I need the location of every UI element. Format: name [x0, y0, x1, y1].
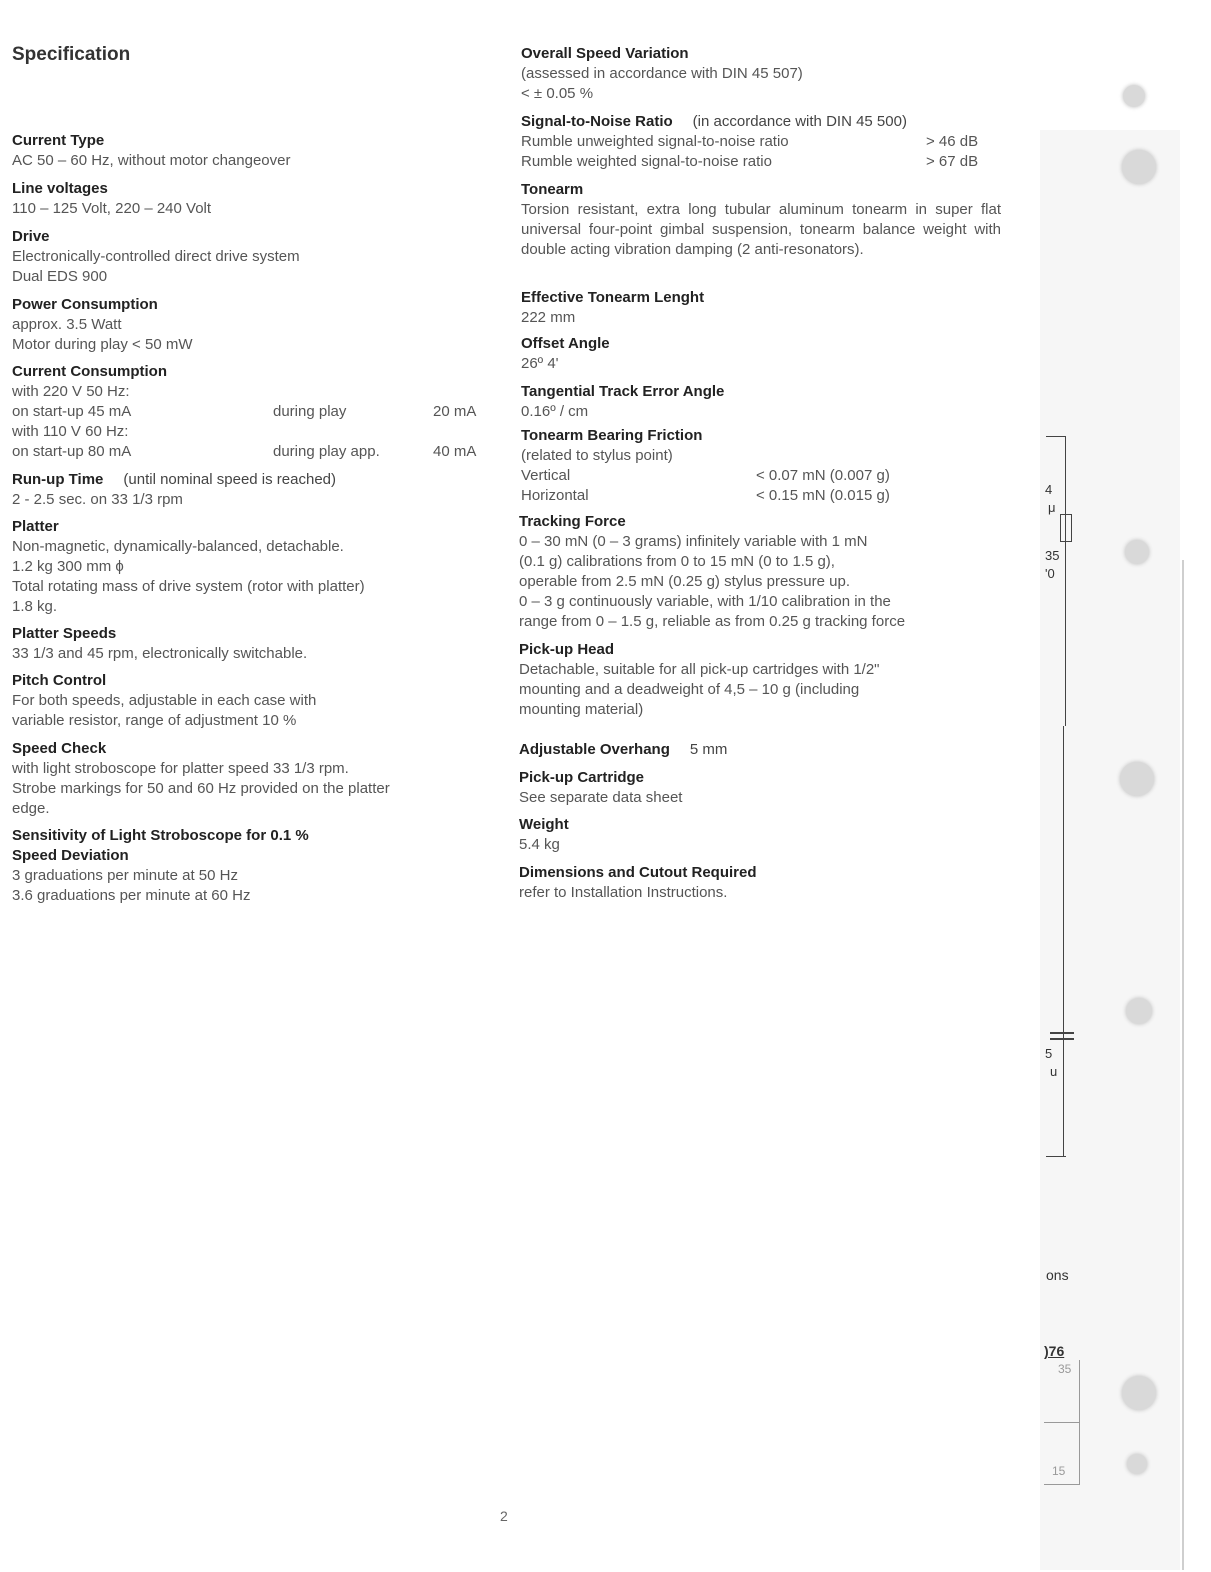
- line-voltages-text: 110 – 125 Volt, 220 – 240 Volt: [12, 200, 212, 217]
- run-up-time-text: 2 - 2.5 sec. on 33 1/3 rpm: [12, 491, 183, 508]
- power-consumption-text-1: approx. 3.5 Watt: [12, 316, 122, 333]
- snr-row-2: [521, 152, 1001, 172]
- tonearm-text: Torsion resistant, extra long tubular aluminum tonearm in super flat universal four-point gimbal suspension, tonearm balance weight with double acting vibration damping (2 anti-resonators).: [521, 201, 1001, 258]
- adjustable-overhang-title: Adjustable Overhang: [519, 741, 670, 758]
- schematic-line-bottom: [1063, 726, 1064, 1156]
- power-consumption-section: [12, 295, 492, 355]
- speed-check-text-1: with light stroboscope for platter speed 33 1/3 rpm.: [12, 760, 349, 777]
- platter-heading: Platter: [12, 518, 59, 535]
- during-play-value-110: 40 mA: [433, 443, 477, 460]
- pitch-control-text-1: For both speeds, adjustable in each case with: [12, 692, 317, 709]
- offset-angle-text: 26º 4': [521, 355, 559, 372]
- schematic-tick-2: [1046, 1156, 1066, 1157]
- bearing-friction-heading: Tonearm Bearing Friction: [521, 427, 703, 444]
- overall-speed-variation-text-2: < ± 0.05 %: [521, 85, 594, 102]
- binder-hole-icon: [1122, 150, 1156, 184]
- edge-box-line: [1044, 1484, 1080, 1485]
- tracking-force-heading: Tracking Force: [519, 513, 626, 530]
- platter-text-3: Total rotating mass of drive system (rotor with platter): [12, 578, 365, 595]
- pickup-head-text-2: mounting and a deadweight of 4,5 – 10 g (including: [519, 681, 860, 698]
- bearing-friction-text-1: (related to stylus point): [521, 447, 673, 464]
- current-consumption-row-1: [12, 402, 492, 422]
- platter-speeds-heading: Platter Speeds: [12, 625, 117, 642]
- run-up-time-section: [12, 470, 492, 510]
- edge-fragment: 35: [1045, 548, 1060, 563]
- speed-check-heading: Speed Check: [12, 740, 107, 757]
- page-number: 2: [500, 1508, 508, 1524]
- pickup-head-text-3: mounting material): [519, 701, 644, 718]
- current-consumption-text-1: with 220 V 50 Hz:: [12, 383, 130, 400]
- pitch-control-text-2: variable resistor, range of adjustment 10 %: [12, 712, 297, 729]
- drive-text-1: Electronically-controlled direct drive system: [12, 248, 300, 265]
- binder-hole-icon: [1123, 85, 1145, 107]
- platter-text-2: 1.2 kg 300 mm ϕ: [12, 558, 124, 575]
- during-play-label-220: during play: [273, 403, 347, 420]
- edge-fragment: u: [1050, 1064, 1058, 1079]
- tangential-section: [521, 382, 1001, 422]
- sensitivity-text-2: 3.6 graduations per minute at 60 Hz: [12, 887, 251, 904]
- pickup-cartridge-section: [519, 768, 999, 808]
- sensitivity-section: [12, 826, 492, 906]
- edge-fragment: 4: [1045, 482, 1053, 497]
- pickup-cartridge-heading: Pick-up Cartridge: [519, 769, 645, 786]
- pickup-head-heading: Pick-up Head: [519, 641, 615, 658]
- platter-speeds-text: 33 1/3 and 45 rpm, electronically switchable.: [12, 645, 308, 662]
- binder-hole-icon: [1125, 540, 1149, 564]
- overall-speed-variation-text-1: (assessed in accordance with DIN 45 507): [521, 65, 803, 82]
- binder-hole-icon: [1122, 1376, 1156, 1410]
- current-type-heading: Current Type: [12, 132, 105, 149]
- bearing-friction-section: [521, 426, 1001, 506]
- overall-speed-variation-section: [521, 44, 1001, 104]
- startup-current-110: on start-up 80 mA: [12, 443, 132, 460]
- snr-section: [521, 112, 1001, 172]
- dimensions-heading: Dimensions and Cutout Required: [519, 864, 757, 881]
- startup-current-220: on start-up 45 mA: [12, 403, 132, 420]
- overall-speed-variation-heading: Overall Speed Variation: [521, 45, 689, 62]
- during-play-label-110: during play app.: [273, 443, 380, 460]
- snr-note: (in accordance with DIN 45 500): [692, 113, 907, 130]
- current-consumption-row-2: [12, 442, 492, 462]
- tonearm-section: [521, 180, 1001, 260]
- sensitivity-text-1: 3 graduations per minute at 50 Hz: [12, 867, 238, 884]
- platter-text-4: 1.8 kg.: [12, 598, 58, 615]
- edge-box-line: [1079, 1360, 1080, 1484]
- drive-heading: Drive: [12, 228, 50, 245]
- edge-fragment: 15: [1052, 1464, 1066, 1478]
- page-title: Specification: [12, 44, 131, 65]
- power-consumption-heading: Power Consumption: [12, 296, 158, 313]
- schematic-capacitor-2: [1050, 1038, 1074, 1040]
- effective-tonearm-length-heading: Effective Tonearm Lenght: [521, 289, 705, 306]
- snr-unweighted-label: Rumble unweighted signal-to-noise ratio: [521, 133, 789, 150]
- effective-tonearm-length-text: 222 mm: [521, 309, 576, 326]
- edge-box-line: [1044, 1422, 1080, 1423]
- current-consumption-heading: Current Consumption: [12, 363, 167, 380]
- tracking-force-text-5: range from 0 – 1.5 g, reliable as from 0.25 g tracking force: [519, 613, 906, 630]
- binder-hole-icon: [1126, 998, 1152, 1024]
- current-type-text: AC 50 – 60 Hz, without motor changeover: [12, 152, 291, 169]
- speed-check-text-2: Strobe markings for 50 and 60 Hz provided on the platter: [12, 780, 390, 797]
- platter-text-1: Non-magnetic, dynamically-balanced, detachable.: [12, 538, 344, 555]
- tangential-text: 0.16º / cm: [521, 403, 589, 420]
- tonearm-heading: Tonearm: [521, 181, 584, 198]
- speed-check-text-3: edge.: [12, 800, 50, 817]
- schematic-resistor: [1060, 514, 1072, 542]
- tangential-heading: Tangential Track Error Angle: [521, 383, 725, 400]
- current-type-section: [12, 131, 492, 171]
- adjustable-overhang-value: 5 mm: [689, 741, 728, 758]
- weight-text: 5.4 kg: [519, 836, 560, 853]
- bearing-friction-row-horizontal: [521, 486, 1001, 506]
- run-up-time-title: Run-up Time: [12, 471, 104, 488]
- run-up-time-heading: [12, 470, 492, 490]
- tracking-force-text-2: (0.1 g) calibrations from 0 to 15 mN (0 to 1.5 g),: [519, 553, 835, 570]
- pitch-control-heading: Pitch Control: [12, 672, 107, 689]
- schematic-line-top: [1065, 436, 1066, 726]
- power-consumption-text-2: Motor during play < 50 mW: [12, 336, 193, 353]
- run-up-time-note: (until nominal speed is reached): [123, 471, 337, 488]
- dimensions-section: [519, 863, 999, 903]
- page-right-edge-line: [1182, 560, 1184, 1570]
- schematic-capacitor-1: [1050, 1032, 1074, 1034]
- current-consumption-text-3: with 110 V 60 Hz:: [12, 423, 129, 440]
- tracking-force-text-4: 0 – 3 g continuously variable, with 1/10 calibration in the: [519, 593, 891, 610]
- platter-section: [12, 517, 492, 617]
- horizontal-label: Horizontal: [521, 487, 589, 504]
- weight-section: [519, 815, 999, 855]
- horizontal-value: < 0.15 mN (0.015 g): [756, 487, 890, 504]
- adjustable-overhang-section: [519, 740, 999, 760]
- line-voltages-section: [12, 179, 492, 219]
- tracking-force-text-1: 0 – 30 mN (0 – 3 grams) infinitely variable with 1 mN: [519, 533, 868, 550]
- vertical-value: < 0.07 mN (0.007 g): [756, 467, 890, 484]
- pickup-head-section: [519, 640, 999, 720]
- snr-title: Signal-to-Noise Ratio: [521, 113, 673, 130]
- edge-fragment: 5: [1045, 1046, 1053, 1061]
- edge-fragment: ons: [1046, 1267, 1069, 1283]
- weight-heading: Weight: [519, 816, 569, 833]
- speed-check-section: [12, 739, 492, 819]
- snr-row-1: [521, 132, 1001, 152]
- pitch-control-section: [12, 671, 492, 731]
- edge-fragment: '0: [1045, 566, 1055, 581]
- tracking-force-section: [519, 512, 999, 632]
- pickup-cartridge-text: See separate data sheet: [519, 789, 683, 806]
- vertical-label: Vertical: [521, 467, 571, 484]
- pickup-head-text-1: Detachable, suitable for all pick-up cartridges with 1/2": [519, 661, 880, 678]
- edge-fragment: 35: [1058, 1362, 1072, 1376]
- dimensions-text: refer to Installation Instructions.: [519, 884, 728, 901]
- snr-heading: [521, 112, 1001, 132]
- snr-unweighted-value: > 46 dB: [926, 133, 979, 150]
- offset-angle-heading: Offset Angle: [521, 335, 610, 352]
- platter-speeds-section: [12, 624, 492, 664]
- sensitivity-heading-2: Speed Deviation: [12, 847, 129, 864]
- drive-text-2: Dual EDS 900: [12, 268, 108, 285]
- schematic-tick-1: [1046, 436, 1066, 437]
- snr-weighted-value: > 67 dB: [926, 153, 979, 170]
- bearing-friction-row-vertical: [521, 466, 1001, 486]
- offset-angle-section: [521, 334, 1001, 374]
- during-play-value-220: 20 mA: [433, 403, 477, 420]
- snr-weighted-label: Rumble weighted signal-to-noise ratio: [521, 153, 772, 170]
- effective-tonearm-length-section: [521, 288, 1001, 328]
- binder-hole-icon: [1120, 762, 1154, 796]
- edge-fragment: μ: [1048, 500, 1056, 515]
- edge-fragment: )76: [1044, 1343, 1065, 1359]
- adjustable-overhang-heading: [519, 740, 999, 760]
- drive-section: [12, 227, 492, 287]
- current-consumption-section: [12, 362, 492, 462]
- tracking-force-text-3: operable from 2.5 mN (0.25 g) stylus pressure up.: [519, 573, 850, 590]
- sensitivity-heading-1: Sensitivity of Light Stroboscope for 0.1 %: [12, 827, 309, 844]
- binder-hole-icon: [1127, 1454, 1147, 1474]
- line-voltages-heading: Line voltages: [12, 180, 108, 197]
